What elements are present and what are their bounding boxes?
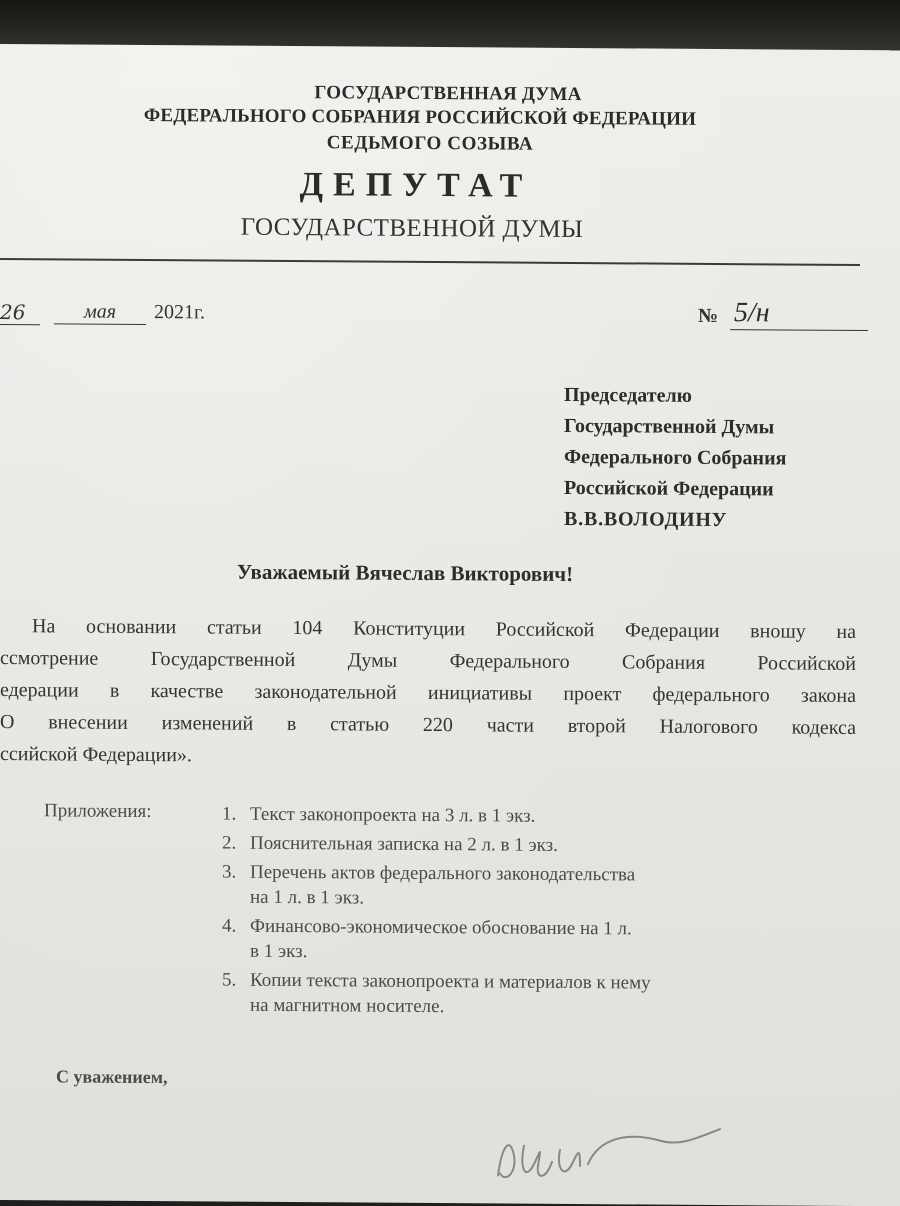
body-line: ссийской Федерации». [0, 743, 192, 767]
appendix-item [222, 860, 782, 914]
appendix-item-continuation: на магнитном носителе. [250, 994, 445, 1018]
appendix-item-text: Копии текста законопроекта и материалов к нему [250, 969, 651, 994]
letter-body [0, 610, 856, 776]
appendix-item-number: 2. [222, 832, 237, 854]
header-line-1: ГОСУДАРСТВЕННАЯ ДУМА [314, 82, 582, 106]
document-number-value: 5/н [730, 297, 868, 331]
header-line-2: ФЕДЕРАЛЬНОГО СОБРАНИЯ РОССИЙСКОЙ ФЕДЕРАЦИИ [143, 105, 697, 130]
body-line: На основании статьи 104 Конституции Российской Федерации вношу на [32, 615, 856, 643]
greeting: Уважаемый Вячеслав Викторович! [236, 559, 574, 587]
appendix-item-continuation: в 1 экз. [250, 940, 308, 963]
document-number-label: № [698, 304, 719, 328]
appendix-list [222, 802, 782, 1026]
appendix-item-text: Финансово-экономическое обоснование на 1 л. [250, 915, 632, 940]
appendix-item-number: 3. [222, 861, 237, 883]
recipient-line: Государственной Думы [564, 414, 775, 439]
appendix-label: Приложения: [44, 800, 152, 823]
recipient-block [564, 380, 786, 537]
appendix-item-continuation: на 1 л. в 1 экз. [250, 886, 364, 909]
appendix-item-text: Пояснительная записка на 2 л. в 1 экз. [250, 832, 558, 856]
appendix-item [222, 831, 782, 860]
appendix-item-number: 1. [222, 803, 237, 825]
header-line-3: СЕДЬМОГО СОЗЫВА [326, 132, 534, 155]
header-title: ДЕПУТАТ [299, 166, 533, 205]
body-line: ссмотрение Государственной Думы Федерального Собрания Российской [0, 647, 856, 675]
body-line: едерации в качестве законодательной инициативы проект федерального закона [0, 679, 856, 707]
letter-document [0, 44, 900, 1206]
date-year: 2021г. [154, 301, 205, 324]
appendix-item-text: Текст законопроекта на 3 л. в 1 экз. [250, 803, 536, 827]
appendix-item-number: 5. [222, 969, 237, 991]
closing-phrase: С уважением, [56, 1066, 168, 1088]
appendix-item [222, 968, 782, 1022]
appendix-item-text: Перечень актов федерального законодательства [250, 861, 636, 886]
recipient-line: Российской Федерации [564, 476, 774, 501]
recipient-line: Федерального Собрания [564, 445, 787, 470]
appendix-item [222, 802, 782, 831]
header-subtitle: ГОСУДАРСТВЕННОЙ ДУМЫ [240, 213, 584, 244]
body-line: О внесении изменений в статью 220 части второй Налогового кодекса [0, 711, 856, 739]
appendix-item-number: 4. [222, 915, 237, 937]
appendix-item [222, 914, 782, 968]
recipient-name: В.В.ВОЛОДИНУ [564, 507, 728, 532]
date-number-row [0, 296, 900, 342]
date-day: 26 [0, 300, 40, 325]
date-month: мая [54, 300, 146, 325]
handwritten-signature [480, 1105, 740, 1197]
header-divider [0, 258, 860, 266]
recipient-line: Председателю [564, 383, 692, 407]
